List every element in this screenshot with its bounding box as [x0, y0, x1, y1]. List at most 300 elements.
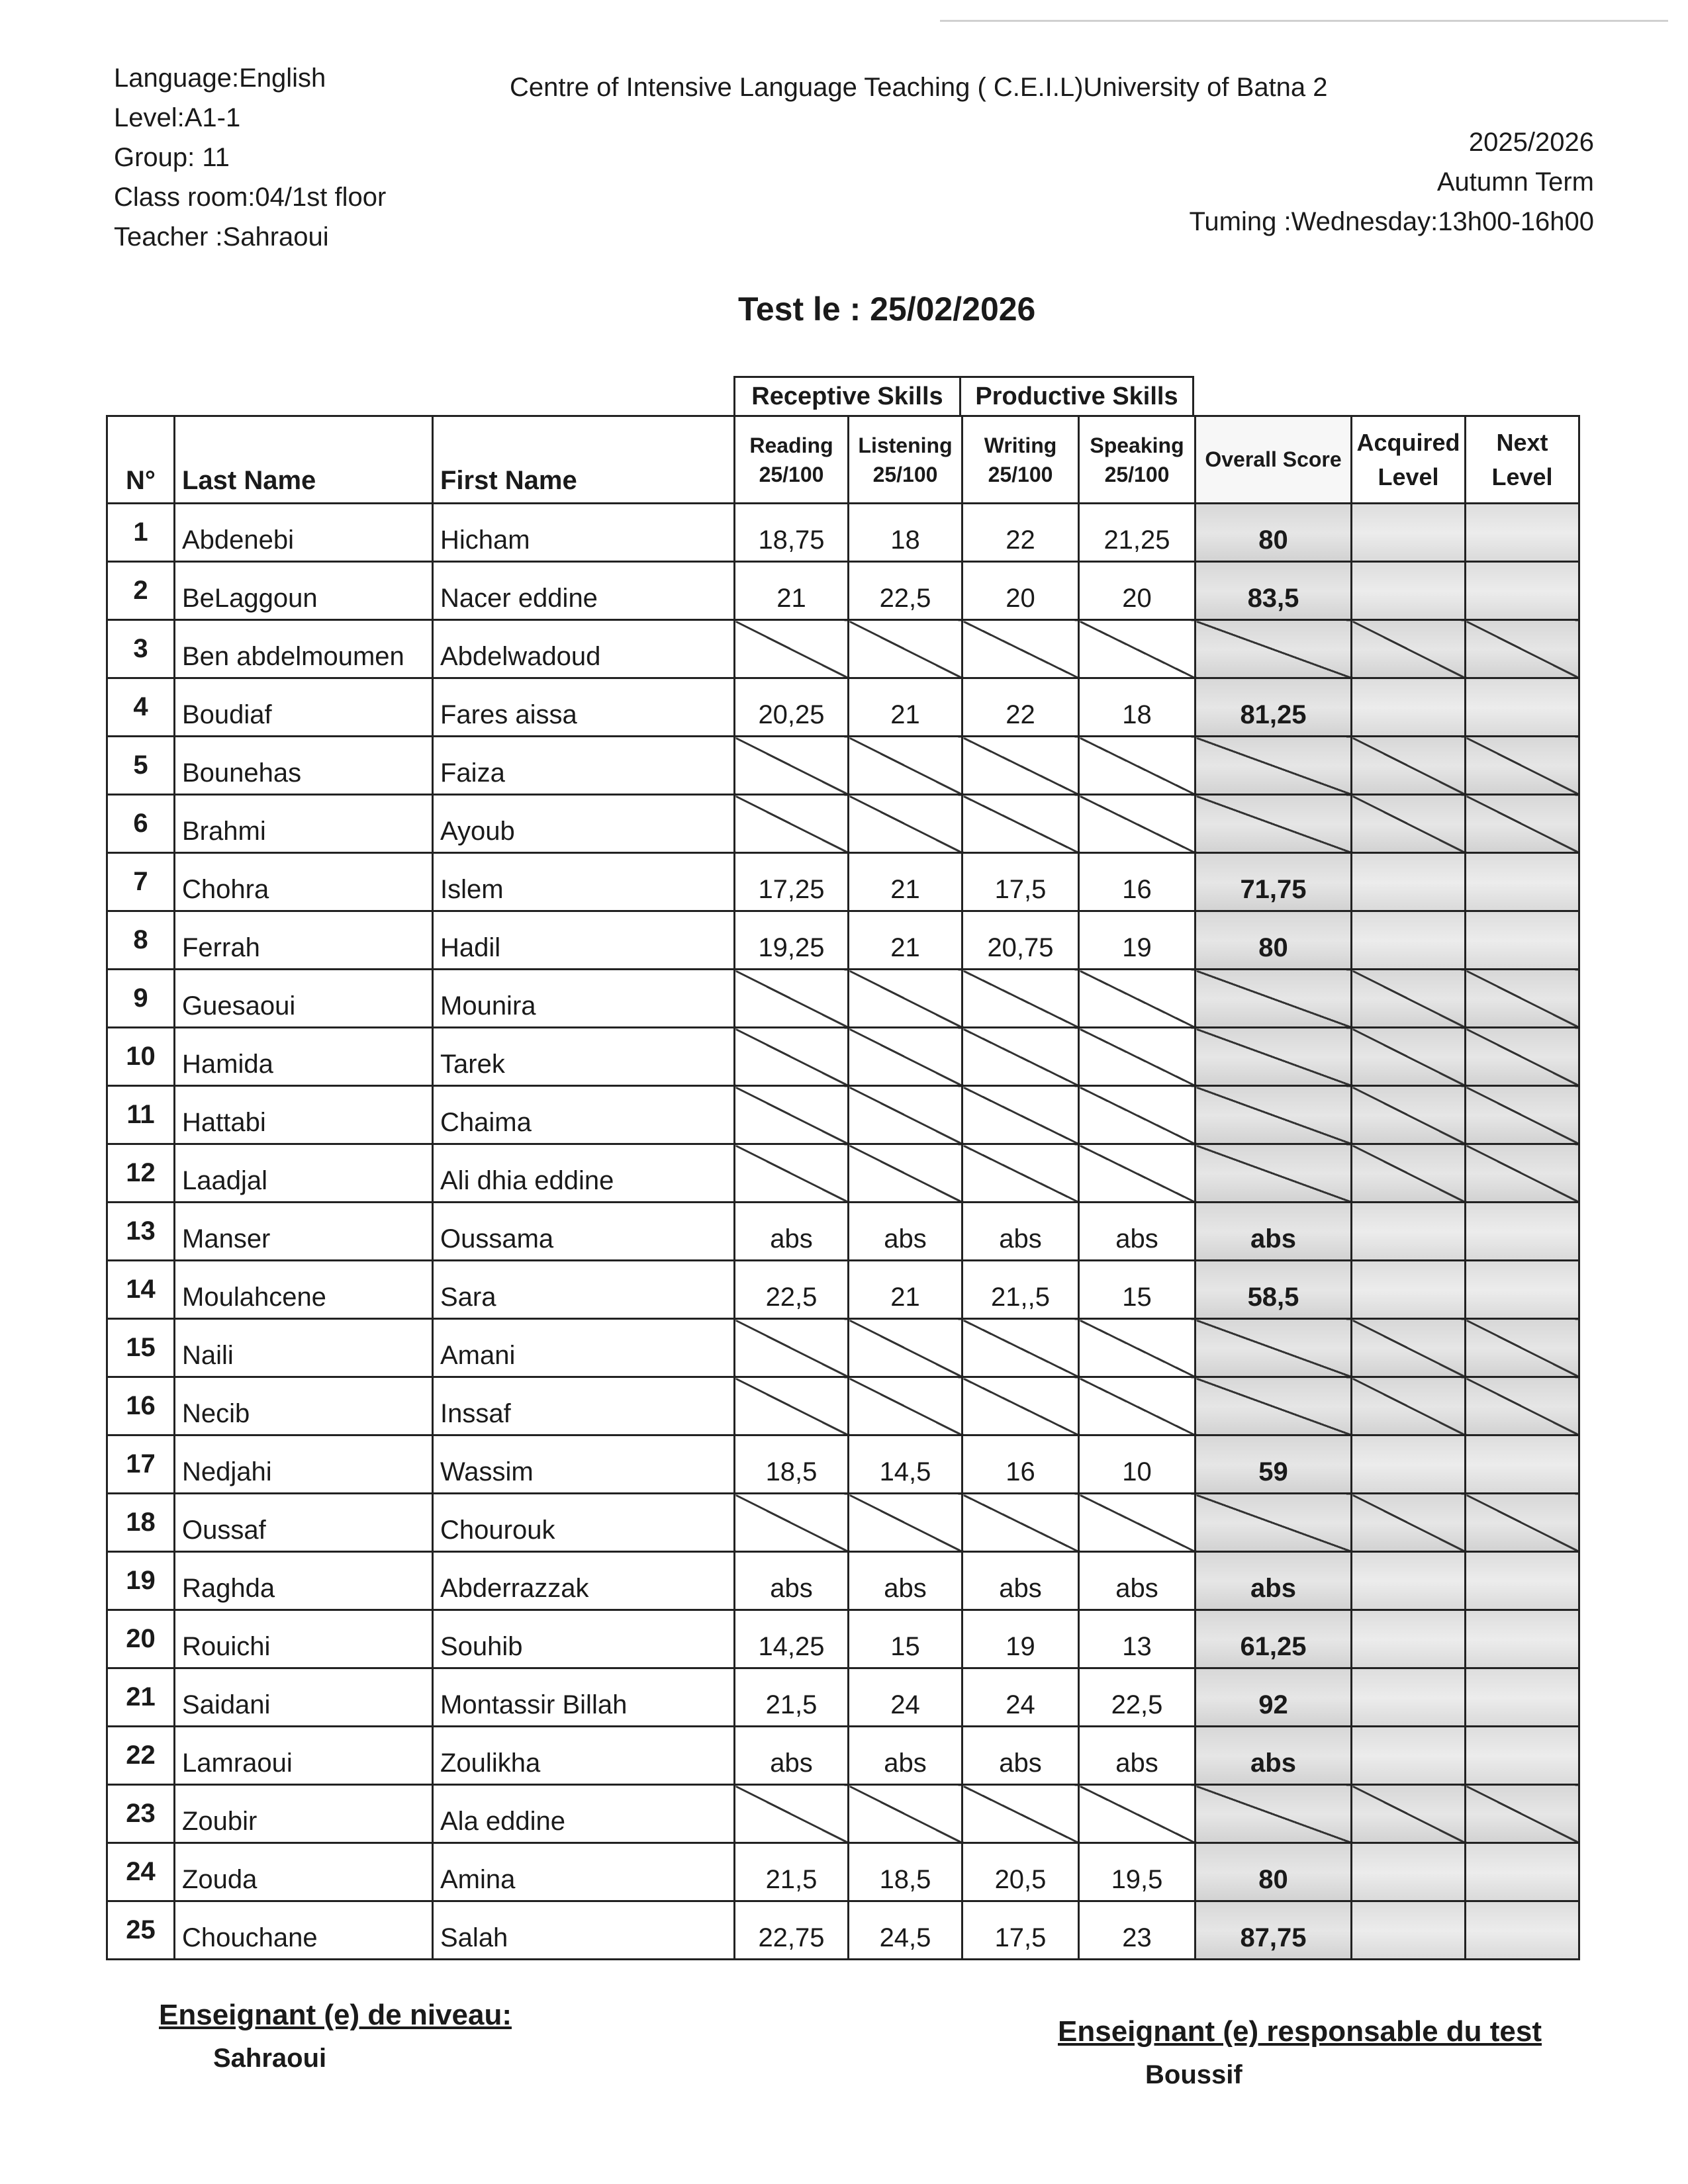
speaking-score-cell: 10	[1079, 1435, 1196, 1494]
next-level-cell	[1466, 1785, 1579, 1843]
listening-score-cell: abs	[849, 1552, 962, 1610]
next-level-cell	[1466, 1319, 1579, 1377]
row-number: 2	[107, 562, 175, 620]
row-number: 22	[107, 1727, 175, 1785]
last-name-cell: Zoubir	[175, 1785, 433, 1843]
table-row	[107, 1901, 1579, 1960]
row-number: 1	[107, 504, 175, 562]
row-number: 3	[107, 620, 175, 678]
reading-score-cell	[735, 1086, 849, 1144]
table-row	[107, 1377, 1579, 1435]
reading-score-cell: 22,5	[735, 1261, 849, 1319]
speaking-score-cell	[1079, 1319, 1196, 1377]
speaking-score-cell: 19	[1079, 911, 1196, 970]
first-name-cell: Nacer eddine	[433, 562, 735, 620]
writing-score-cell: 24	[962, 1668, 1079, 1727]
results-table	[106, 415, 1580, 1960]
table-row	[107, 853, 1579, 911]
next-level-cell	[1466, 620, 1579, 678]
speaking-score-cell: abs	[1079, 1203, 1196, 1261]
acquired-level-cell	[1352, 1203, 1466, 1261]
term-info	[1189, 122, 1594, 242]
first-name-cell: Fares aissa	[433, 678, 735, 737]
listening-score-cell: 24	[849, 1668, 962, 1727]
speaking-score-cell: abs	[1079, 1727, 1196, 1785]
overall-score-cell: abs	[1196, 1552, 1352, 1610]
writing-score-cell	[962, 1319, 1079, 1377]
last-name-cell: BeLaggoun	[175, 562, 433, 620]
reading-score-cell	[735, 620, 849, 678]
next-level-cell	[1466, 1203, 1579, 1261]
reading-score-cell	[735, 1319, 849, 1377]
reading-score-cell	[735, 970, 849, 1028]
overall-score-cell: 92	[1196, 1668, 1352, 1727]
next-level-cell	[1466, 1552, 1579, 1610]
first-name-cell: Ala eddine	[433, 1785, 735, 1843]
speaking-score-cell: 16	[1079, 853, 1196, 911]
acquired-level-cell	[1352, 1552, 1466, 1610]
col-acquired-level: Acquired Level	[1352, 416, 1466, 504]
last-name-cell: Chouchane	[175, 1901, 433, 1960]
table-row	[107, 1552, 1579, 1610]
overall-score-cell: 83,5	[1196, 562, 1352, 620]
reading-score-cell: abs	[735, 1727, 849, 1785]
col-listening: Listening 25/100	[849, 416, 962, 504]
overall-score-cell: 80	[1196, 1843, 1352, 1901]
overall-score-cell	[1196, 1494, 1352, 1552]
speaking-score-cell: 13	[1079, 1610, 1196, 1668]
last-name-cell: Brahmi	[175, 795, 433, 853]
writing-score-cell: 22	[962, 678, 1079, 737]
table-row	[107, 504, 1579, 562]
centre-title: Centre of Intensive Language Teaching ( C.E.I.L)University of Batna 2	[510, 73, 1328, 102]
next-level-cell	[1466, 1377, 1579, 1435]
listening-score-cell	[849, 970, 962, 1028]
acquired-level-cell	[1352, 1319, 1466, 1377]
first-name-cell: Salah	[433, 1901, 735, 1960]
level-teacher-title: Enseignant (e) de niveau:	[159, 1999, 512, 2031]
acquired-level-cell	[1352, 1668, 1466, 1727]
overall-score-cell: 59	[1196, 1435, 1352, 1494]
speaking-score-cell: 19,5	[1079, 1843, 1196, 1901]
acquired-level-cell	[1352, 1727, 1466, 1785]
listening-score-cell: abs	[849, 1203, 962, 1261]
next-level-cell	[1466, 737, 1579, 795]
first-name-cell: Inssaf	[433, 1377, 735, 1435]
writing-score-cell	[962, 1144, 1079, 1203]
speaking-score-cell: 22,5	[1079, 1668, 1196, 1727]
speaking-score-cell: 23	[1079, 1901, 1196, 1960]
first-name-cell: Faiza	[433, 737, 735, 795]
table-row	[107, 1785, 1579, 1843]
last-name-cell: Rouichi	[175, 1610, 433, 1668]
listening-score-cell: 18,5	[849, 1843, 962, 1901]
last-name-cell: Necib	[175, 1377, 433, 1435]
reading-score-cell: 14,25	[735, 1610, 849, 1668]
reading-score-cell: abs	[735, 1552, 849, 1610]
overall-score-cell	[1196, 970, 1352, 1028]
listening-score-cell	[849, 795, 962, 853]
first-name-cell: Sara	[433, 1261, 735, 1319]
next-level-cell	[1466, 1435, 1579, 1494]
writing-score-cell	[962, 1377, 1079, 1435]
next-level-cell	[1466, 562, 1579, 620]
col-number: N°	[107, 416, 175, 504]
table-row	[107, 1668, 1579, 1727]
row-number: 25	[107, 1901, 175, 1960]
class-info	[114, 58, 386, 257]
speaking-score-cell: 20	[1079, 562, 1196, 620]
first-name-cell: Ali dhia eddine	[433, 1144, 735, 1203]
writing-score-cell	[962, 1785, 1079, 1843]
writing-score-cell	[962, 1494, 1079, 1552]
overall-score-cell: 87,75	[1196, 1901, 1352, 1960]
overall-score-cell	[1196, 1144, 1352, 1203]
next-level-cell	[1466, 911, 1579, 970]
speaking-score-cell: 18	[1079, 678, 1196, 737]
row-number: 11	[107, 1086, 175, 1144]
listening-score-cell	[849, 1144, 962, 1203]
acquired-level-cell	[1352, 853, 1466, 911]
reading-score-cell	[735, 795, 849, 853]
writing-score-cell	[962, 970, 1079, 1028]
acquired-level-cell	[1352, 1377, 1466, 1435]
reading-score-cell	[735, 1028, 849, 1086]
reading-score-cell	[735, 1494, 849, 1552]
table-row	[107, 1435, 1579, 1494]
table-row	[107, 1203, 1579, 1261]
reading-score-cell: 22,75	[735, 1901, 849, 1960]
table-row	[107, 1494, 1579, 1552]
reading-score-cell: 21,5	[735, 1668, 849, 1727]
listening-score-cell: 22,5	[849, 562, 962, 620]
academic-year: 2025/2026	[1468, 128, 1594, 157]
first-name-cell: Islem	[433, 853, 735, 911]
receptive-skills-header: Receptive Skills	[733, 376, 961, 417]
last-name-cell: Hamida	[175, 1028, 433, 1086]
first-name-cell: Zoulikha	[433, 1727, 735, 1785]
next-level-cell	[1466, 1843, 1579, 1901]
writing-score-cell: abs	[962, 1727, 1079, 1785]
reading-score-cell: 17,25	[735, 853, 849, 911]
listening-score-cell: 14,5	[849, 1435, 962, 1494]
row-number: 5	[107, 737, 175, 795]
col-last-name: Last Name	[175, 416, 433, 504]
table-row	[107, 1144, 1579, 1203]
writing-score-cell: abs	[962, 1203, 1079, 1261]
col-overall-score: Overall Score	[1196, 416, 1352, 504]
acquired-level-cell	[1352, 737, 1466, 795]
col-next-level: Next Level	[1466, 416, 1579, 504]
row-number: 8	[107, 911, 175, 970]
overall-score-cell	[1196, 620, 1352, 678]
last-name-cell: Naili	[175, 1319, 433, 1377]
reading-score-cell: 18,75	[735, 504, 849, 562]
first-name-cell: Tarek	[433, 1028, 735, 1086]
table-header-row	[107, 416, 1579, 504]
table-row	[107, 1843, 1579, 1901]
acquired-level-cell	[1352, 911, 1466, 970]
table-row	[107, 737, 1579, 795]
next-level-cell	[1466, 1028, 1579, 1086]
table-row	[107, 795, 1579, 853]
term-label: Autumn Term	[1436, 167, 1594, 197]
acquired-level-cell	[1352, 678, 1466, 737]
scan-edge-line	[940, 20, 1668, 22]
listening-score-cell: 18	[849, 504, 962, 562]
row-number: 15	[107, 1319, 175, 1377]
writing-score-cell: 21,,5	[962, 1261, 1079, 1319]
classroom-label: Class room:04/1st floor	[114, 183, 387, 212]
teacher-label: Teacher :Sahraoui	[114, 222, 329, 251]
speaking-score-cell: abs	[1079, 1552, 1196, 1610]
overall-score-cell: abs	[1196, 1727, 1352, 1785]
acquired-level-cell	[1352, 1610, 1466, 1668]
row-number: 24	[107, 1843, 175, 1901]
acquired-level-cell	[1352, 620, 1466, 678]
row-number: 21	[107, 1668, 175, 1727]
listening-score-cell	[849, 1319, 962, 1377]
last-name-cell: Ben abdelmoumen	[175, 620, 433, 678]
listening-score-cell	[849, 1494, 962, 1552]
listening-score-cell: abs	[849, 1727, 962, 1785]
row-number: 23	[107, 1785, 175, 1843]
writing-score-cell: 19	[962, 1610, 1079, 1668]
overall-score-cell	[1196, 795, 1352, 853]
speaking-score-cell	[1079, 1494, 1196, 1552]
listening-score-cell: 15	[849, 1610, 962, 1668]
overall-score-cell: 80	[1196, 911, 1352, 970]
first-name-cell: Wassim	[433, 1435, 735, 1494]
table-row	[107, 1261, 1579, 1319]
row-number: 13	[107, 1203, 175, 1261]
last-name-cell: Abdenebi	[175, 504, 433, 562]
speaking-score-cell	[1079, 620, 1196, 678]
acquired-level-cell	[1352, 1261, 1466, 1319]
last-name-cell: Oussaf	[175, 1494, 433, 1552]
next-level-cell	[1466, 1610, 1579, 1668]
first-name-cell: Montassir Billah	[433, 1668, 735, 1727]
next-level-cell	[1466, 795, 1579, 853]
last-name-cell: Guesaoui	[175, 970, 433, 1028]
table-row	[107, 620, 1579, 678]
first-name-cell: Amina	[433, 1843, 735, 1901]
productive-skills-header: Productive Skills	[961, 376, 1194, 417]
reading-score-cell	[735, 1785, 849, 1843]
overall-score-cell: 58,5	[1196, 1261, 1352, 1319]
writing-score-cell	[962, 1028, 1079, 1086]
listening-score-cell	[849, 1785, 962, 1843]
next-level-cell	[1466, 1494, 1579, 1552]
speaking-score-cell	[1079, 1086, 1196, 1144]
col-writing: Writing 25/100	[962, 416, 1079, 504]
reading-score-cell: abs	[735, 1203, 849, 1261]
speaking-score-cell: 15	[1079, 1261, 1196, 1319]
results-body	[107, 504, 1579, 1960]
acquired-level-cell	[1352, 1843, 1466, 1901]
overall-score-cell: 71,75	[1196, 853, 1352, 911]
row-number: 6	[107, 795, 175, 853]
first-name-cell: Ayoub	[433, 795, 735, 853]
skills-group-header	[733, 376, 1194, 417]
first-name-cell: Abdelwadoud	[433, 620, 735, 678]
reading-score-cell: 18,5	[735, 1435, 849, 1494]
listening-score-cell: 21	[849, 911, 962, 970]
last-name-cell: Nedjahi	[175, 1435, 433, 1494]
next-level-cell	[1466, 1261, 1579, 1319]
timing-label: Tuming :Wednesday:13h00-16h00	[1189, 207, 1594, 236]
row-number: 9	[107, 970, 175, 1028]
row-number: 19	[107, 1552, 175, 1610]
listening-score-cell	[849, 1377, 962, 1435]
listening-score-cell: 21	[849, 853, 962, 911]
next-level-cell	[1466, 1901, 1579, 1960]
first-name-cell: Chaima	[433, 1086, 735, 1144]
writing-score-cell: 20	[962, 562, 1079, 620]
overall-score-cell	[1196, 1377, 1352, 1435]
col-speaking: Speaking 25/100	[1079, 416, 1196, 504]
listening-score-cell: 24,5	[849, 1901, 962, 1960]
writing-score-cell: 20,75	[962, 911, 1079, 970]
next-level-cell	[1466, 853, 1579, 911]
level-teacher-name: Sahraoui	[213, 2044, 327, 2073]
writing-score-cell	[962, 1086, 1079, 1144]
speaking-score-cell	[1079, 1785, 1196, 1843]
last-name-cell: Bounehas	[175, 737, 433, 795]
overall-score-cell	[1196, 1319, 1352, 1377]
last-name-cell: Moulahcene	[175, 1261, 433, 1319]
acquired-level-cell	[1352, 1028, 1466, 1086]
first-name-cell: Oussama	[433, 1203, 735, 1261]
speaking-score-cell	[1079, 970, 1196, 1028]
last-name-cell: Raghda	[175, 1552, 433, 1610]
row-number: 7	[107, 853, 175, 911]
test-teacher-signature	[1058, 2015, 1542, 2090]
reading-score-cell: 20,25	[735, 678, 849, 737]
writing-score-cell: 16	[962, 1435, 1079, 1494]
acquired-level-cell	[1352, 1785, 1466, 1843]
listening-score-cell	[849, 1028, 962, 1086]
test-teacher-title: Enseignant (e) responsable du test	[1058, 2015, 1542, 2048]
overall-score-cell: abs	[1196, 1203, 1352, 1261]
acquired-level-cell	[1352, 1901, 1466, 1960]
writing-score-cell: 20,5	[962, 1843, 1079, 1901]
overall-score-cell: 61,25	[1196, 1610, 1352, 1668]
listening-score-cell: 21	[849, 678, 962, 737]
listening-score-cell	[849, 737, 962, 795]
next-level-cell	[1466, 970, 1579, 1028]
last-name-cell: Chohra	[175, 853, 433, 911]
reading-score-cell	[735, 1144, 849, 1203]
language-label: Language:English	[114, 64, 326, 93]
col-first-name: First Name	[433, 416, 735, 504]
last-name-cell: Saidani	[175, 1668, 433, 1727]
next-level-cell	[1466, 504, 1579, 562]
row-number: 17	[107, 1435, 175, 1494]
acquired-level-cell	[1352, 970, 1466, 1028]
table-row	[107, 1610, 1579, 1668]
overall-score-cell	[1196, 1785, 1352, 1843]
first-name-cell: Hadil	[433, 911, 735, 970]
listening-score-cell: 21	[849, 1261, 962, 1319]
speaking-score-cell	[1079, 795, 1196, 853]
acquired-level-cell	[1352, 1494, 1466, 1552]
level-label: Level:A1-1	[114, 103, 241, 132]
table-row	[107, 678, 1579, 737]
first-name-cell: Souhib	[433, 1610, 735, 1668]
writing-score-cell: 22	[962, 504, 1079, 562]
speaking-score-cell: 21,25	[1079, 504, 1196, 562]
next-level-cell	[1466, 1668, 1579, 1727]
group-label: Group: 11	[114, 143, 230, 172]
overall-score-cell: 80	[1196, 504, 1352, 562]
listening-score-cell	[849, 1086, 962, 1144]
row-number: 20	[107, 1610, 175, 1668]
overall-score-cell	[1196, 1086, 1352, 1144]
writing-score-cell: abs	[962, 1552, 1079, 1610]
acquired-level-cell	[1352, 795, 1466, 853]
test-teacher-name: Boussif	[1145, 2060, 1243, 2089]
row-number: 4	[107, 678, 175, 737]
speaking-score-cell	[1079, 1144, 1196, 1203]
table-row	[107, 1727, 1579, 1785]
first-name-cell: Chourouk	[433, 1494, 735, 1552]
last-name-cell: Zouda	[175, 1843, 433, 1901]
last-name-cell: Lamraoui	[175, 1727, 433, 1785]
row-number: 10	[107, 1028, 175, 1086]
last-name-cell: Boudiaf	[175, 678, 433, 737]
speaking-score-cell	[1079, 1028, 1196, 1086]
reading-score-cell: 19,25	[735, 911, 849, 970]
table-row	[107, 1028, 1579, 1086]
last-name-cell: Manser	[175, 1203, 433, 1261]
table-row	[107, 1319, 1579, 1377]
table-row	[107, 970, 1579, 1028]
row-number: 18	[107, 1494, 175, 1552]
reading-score-cell	[735, 1377, 849, 1435]
table-row	[107, 562, 1579, 620]
first-name-cell: Hicham	[433, 504, 735, 562]
writing-score-cell	[962, 620, 1079, 678]
writing-score-cell	[962, 737, 1079, 795]
last-name-cell: Hattabi	[175, 1086, 433, 1144]
first-name-cell: Abderrazzak	[433, 1552, 735, 1610]
table-row	[107, 911, 1579, 970]
next-level-cell	[1466, 1086, 1579, 1144]
speaking-score-cell	[1079, 737, 1196, 795]
listening-score-cell	[849, 620, 962, 678]
level-teacher-signature	[159, 1999, 512, 2073]
reading-score-cell: 21	[735, 562, 849, 620]
writing-score-cell: 17,5	[962, 1901, 1079, 1960]
overall-score-cell	[1196, 1028, 1352, 1086]
col-reading: Reading 25/100	[735, 416, 849, 504]
acquired-level-cell	[1352, 1435, 1466, 1494]
first-name-cell: Amani	[433, 1319, 735, 1377]
table-row	[107, 1086, 1579, 1144]
first-name-cell: Mounira	[433, 970, 735, 1028]
overall-score-cell: 81,25	[1196, 678, 1352, 737]
reading-score-cell: 21,5	[735, 1843, 849, 1901]
acquired-level-cell	[1352, 1144, 1466, 1203]
overall-score-cell	[1196, 737, 1352, 795]
last-name-cell: Ferrah	[175, 911, 433, 970]
speaking-score-cell	[1079, 1377, 1196, 1435]
writing-score-cell	[962, 795, 1079, 853]
reading-score-cell	[735, 737, 849, 795]
next-level-cell	[1466, 1727, 1579, 1785]
acquired-level-cell	[1352, 562, 1466, 620]
